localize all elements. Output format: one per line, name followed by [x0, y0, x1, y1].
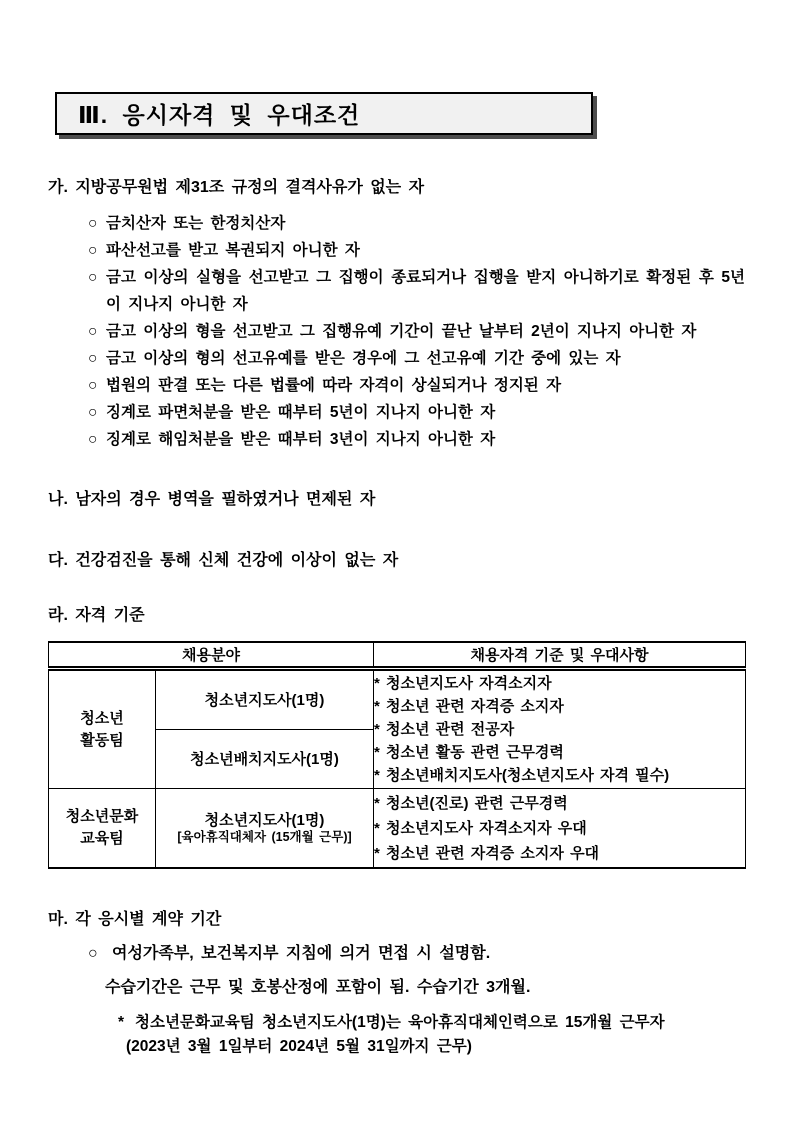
qualification-table: [48, 641, 746, 869]
column-header-criteria: 채용자격 기준 및 우대사항: [374, 642, 746, 669]
position-cell: [156, 789, 374, 869]
list-item-text: 금고 이상의 형의 선고유예를 받은 경우에 그 선고유예 기간 중에 있는 자: [106, 350, 621, 367]
qualification-line: * 청소년 관련 자격증 소지자: [374, 698, 564, 715]
qualification-line: * 청소년 활동 관련 근무경력: [374, 744, 564, 761]
list-item-text: 금치산자 또는 한정치산자: [106, 215, 286, 232]
document-content: [48, 178, 745, 1056]
circle-bullet-icon: ○: [88, 404, 98, 421]
column-header-field: 채용분야: [49, 642, 374, 669]
team-cell-youth-culture: [49, 789, 156, 869]
circle-bullet-icon: ○: [88, 215, 98, 232]
circle-bullet-icon: ○: [88, 350, 98, 367]
list-item: [48, 345, 745, 372]
list-item: [48, 318, 745, 345]
qualification-line: * 청소년 관련 자격증 소지자 우대: [374, 844, 600, 862]
qualification-line: * 청소년 관련 전공자: [374, 721, 515, 738]
position-cell: 청소년배치지도사(1명): [156, 730, 374, 789]
qualification-cell: [374, 789, 746, 869]
replacement-note-dates: (2023년 3월 1일부터 2024년 5월 31일까지 근무): [126, 1038, 472, 1055]
team-name-line: 청소년문화: [65, 808, 139, 825]
position-note: [육아휴직대체자 (15개월 근무)]: [177, 830, 352, 844]
heading-na: 나. 남자의 경우 병역을 필하였거나 면제된 자: [48, 491, 376, 508]
table-row: [49, 669, 746, 730]
list-item: [48, 426, 745, 453]
list-item-text: 징계로 파면처분을 받은 때부터 5년이 지나지 아니한 자: [106, 404, 496, 421]
page-title: Ⅲ. 응시자격 및 우대조건: [78, 102, 361, 128]
replacement-note-text: 청소년문화교육팀 청소년지도사(1명)는 육아휴직대체인력으로 15개월 근무자: [135, 1014, 665, 1031]
team-cell-youth-activity: [49, 669, 156, 789]
table-header-row: [49, 642, 746, 669]
team-name-line: 활동팀: [80, 731, 124, 749]
qualification-cell: [374, 669, 746, 789]
qualification-line: * 청소년(진로) 관련 근무경력: [374, 794, 568, 812]
heading-ra: 라. 자격 기준: [48, 607, 145, 624]
list-item-text: 징계로 해임처분을 받은 때부터 3년이 지나지 아니한 자: [106, 431, 496, 448]
circle-bullet-icon: ○: [88, 431, 98, 448]
disqualification-list: [48, 210, 745, 453]
contract-period-bullet: [48, 944, 745, 963]
list-item-text: 금고 이상의 실형을 선고받고 그 집행이 종료되거나 집행을 받지 아니하기로 확정된 후 5년이 지나지 아니한 자: [106, 269, 745, 313]
circle-bullet-icon: ○: [88, 945, 98, 962]
heading-ma: 마. 각 응시별 계약 기간: [48, 911, 222, 928]
list-item: [48, 210, 745, 237]
table-row: [49, 789, 746, 869]
circle-bullet-icon: ○: [88, 323, 98, 340]
heading-ga: 가. 지방공무원법 제31조 규정의 결격사유가 없는 자: [48, 179, 425, 196]
position-title: 청소년지도사(1명): [204, 812, 325, 829]
section-title-box: [55, 92, 593, 135]
qualification-line: * 청소년지도사 자격소지자: [374, 675, 552, 692]
qualification-line: * 청소년배치지도사(청소년지도사 자격 필수): [374, 767, 670, 784]
list-item: [48, 399, 745, 426]
probation-text: 수습기간은 근무 및 호봉산정에 포함이 됨. 수습기간 3개월.: [105, 979, 531, 996]
list-item-text: 법원의 판결 또는 다른 법률에 따라 자격이 상실되거나 정지된 자: [106, 377, 562, 394]
qualification-line: * 청소년지도사 자격소지자 우대: [374, 819, 587, 837]
team-name-line: 청소년: [80, 709, 124, 727]
circle-bullet-icon: ○: [88, 377, 98, 394]
list-item-text: 금고 이상의 형을 선고받고 그 집행유예 기간이 끝난 날부터 2년이 지나지 아니한 자: [106, 323, 697, 340]
star-bullet-icon: *: [118, 1014, 125, 1031]
list-item: [48, 264, 745, 318]
list-item: [48, 372, 745, 399]
replacement-note: [48, 1013, 745, 1032]
heading-da: 다. 건강검진을 통해 신체 건강에 이상이 없는 자: [48, 552, 399, 569]
team-name-line: 교육팀: [80, 830, 124, 847]
contract-period-text: 여성가족부, 보건복지부 지침에 의거 면접 시 설명함.: [112, 945, 491, 962]
list-item-text: 파산선고를 받고 복권되지 아니한 자: [106, 242, 360, 259]
circle-bullet-icon: ○: [88, 242, 98, 259]
list-item: [48, 237, 745, 264]
position-cell: 청소년지도사(1명): [156, 669, 374, 730]
circle-bullet-icon: ○: [88, 269, 98, 286]
